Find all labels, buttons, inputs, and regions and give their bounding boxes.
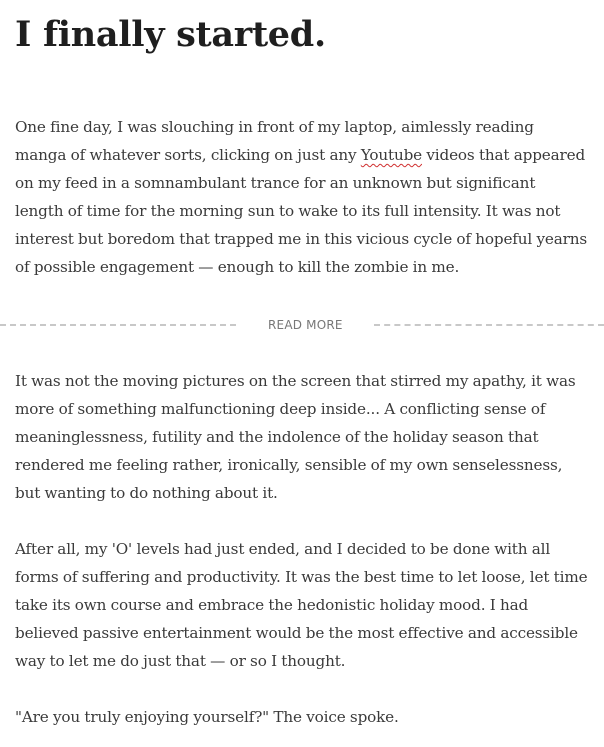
intro-paragraph	[15, 113, 604, 281]
paragraph-line: more of something malfunctioning deep inside... A conflicting sense of	[15, 400, 546, 418]
read-more-link[interactable]: READ MORE	[268, 318, 343, 332]
body-paragraph-2	[15, 535, 604, 675]
dashed-divider-left	[0, 324, 236, 326]
paragraph-line: meaninglessness, futility and the indolence of the holiday season that	[15, 428, 539, 446]
paragraph-line: but wanting to do nothing about it.	[15, 484, 278, 502]
paragraph-line: interest but boredom that trapped me in this vicious cycle of hopeful yearns	[15, 230, 588, 248]
paragraph-line: of possible engagement — enough to kill the zombie in me.	[15, 258, 460, 276]
read-more-divider	[0, 314, 604, 336]
paragraph-line: One fine day, I was slouching in front of my laptop, aimlessly reading	[15, 118, 534, 136]
body-paragraph-3	[15, 703, 604, 731]
paragraph-line: take its own course and embrace the hedonistic holiday mood. I had	[15, 596, 529, 614]
paragraph-line: It was not the moving pictures on the screen that stirred my apathy, it was	[15, 372, 576, 390]
paragraph-line	[15, 141, 604, 169]
paragraph-line: length of time for the morning sun to wake to its full intensity. It was not	[15, 202, 561, 220]
paragraph-line: on my feed in a somnambulant trance for an unknown but significant	[15, 174, 536, 192]
paragraph-line: way to let me do just that — or so I thought.	[15, 652, 346, 670]
text-segment: manga of whatever sorts, clicking on just any	[15, 146, 361, 164]
paragraph-line: forms of suffering and productivity. It was the best time to let loose, let time	[15, 568, 588, 586]
dashed-divider-right	[374, 324, 604, 326]
text-segment: videos that appeared	[422, 146, 586, 164]
paragraph-line: rendered me feeling rather, ironically, sensible of my own senselessness,	[15, 456, 563, 474]
paragraph-line: believed passive entertainment would be the most effective and accessible	[15, 624, 578, 642]
paragraph-line: "Are you truly enjoying yourself?" The voice spoke.	[15, 708, 399, 726]
paragraph-line: After all, my 'O' levels had just ended, and I decided to be done with all	[15, 540, 551, 558]
body-paragraph-1	[15, 367, 604, 507]
post-title: I finally started.	[15, 14, 326, 55]
spellcheck-flagged-word[interactable]: Youtube	[360, 146, 422, 164]
